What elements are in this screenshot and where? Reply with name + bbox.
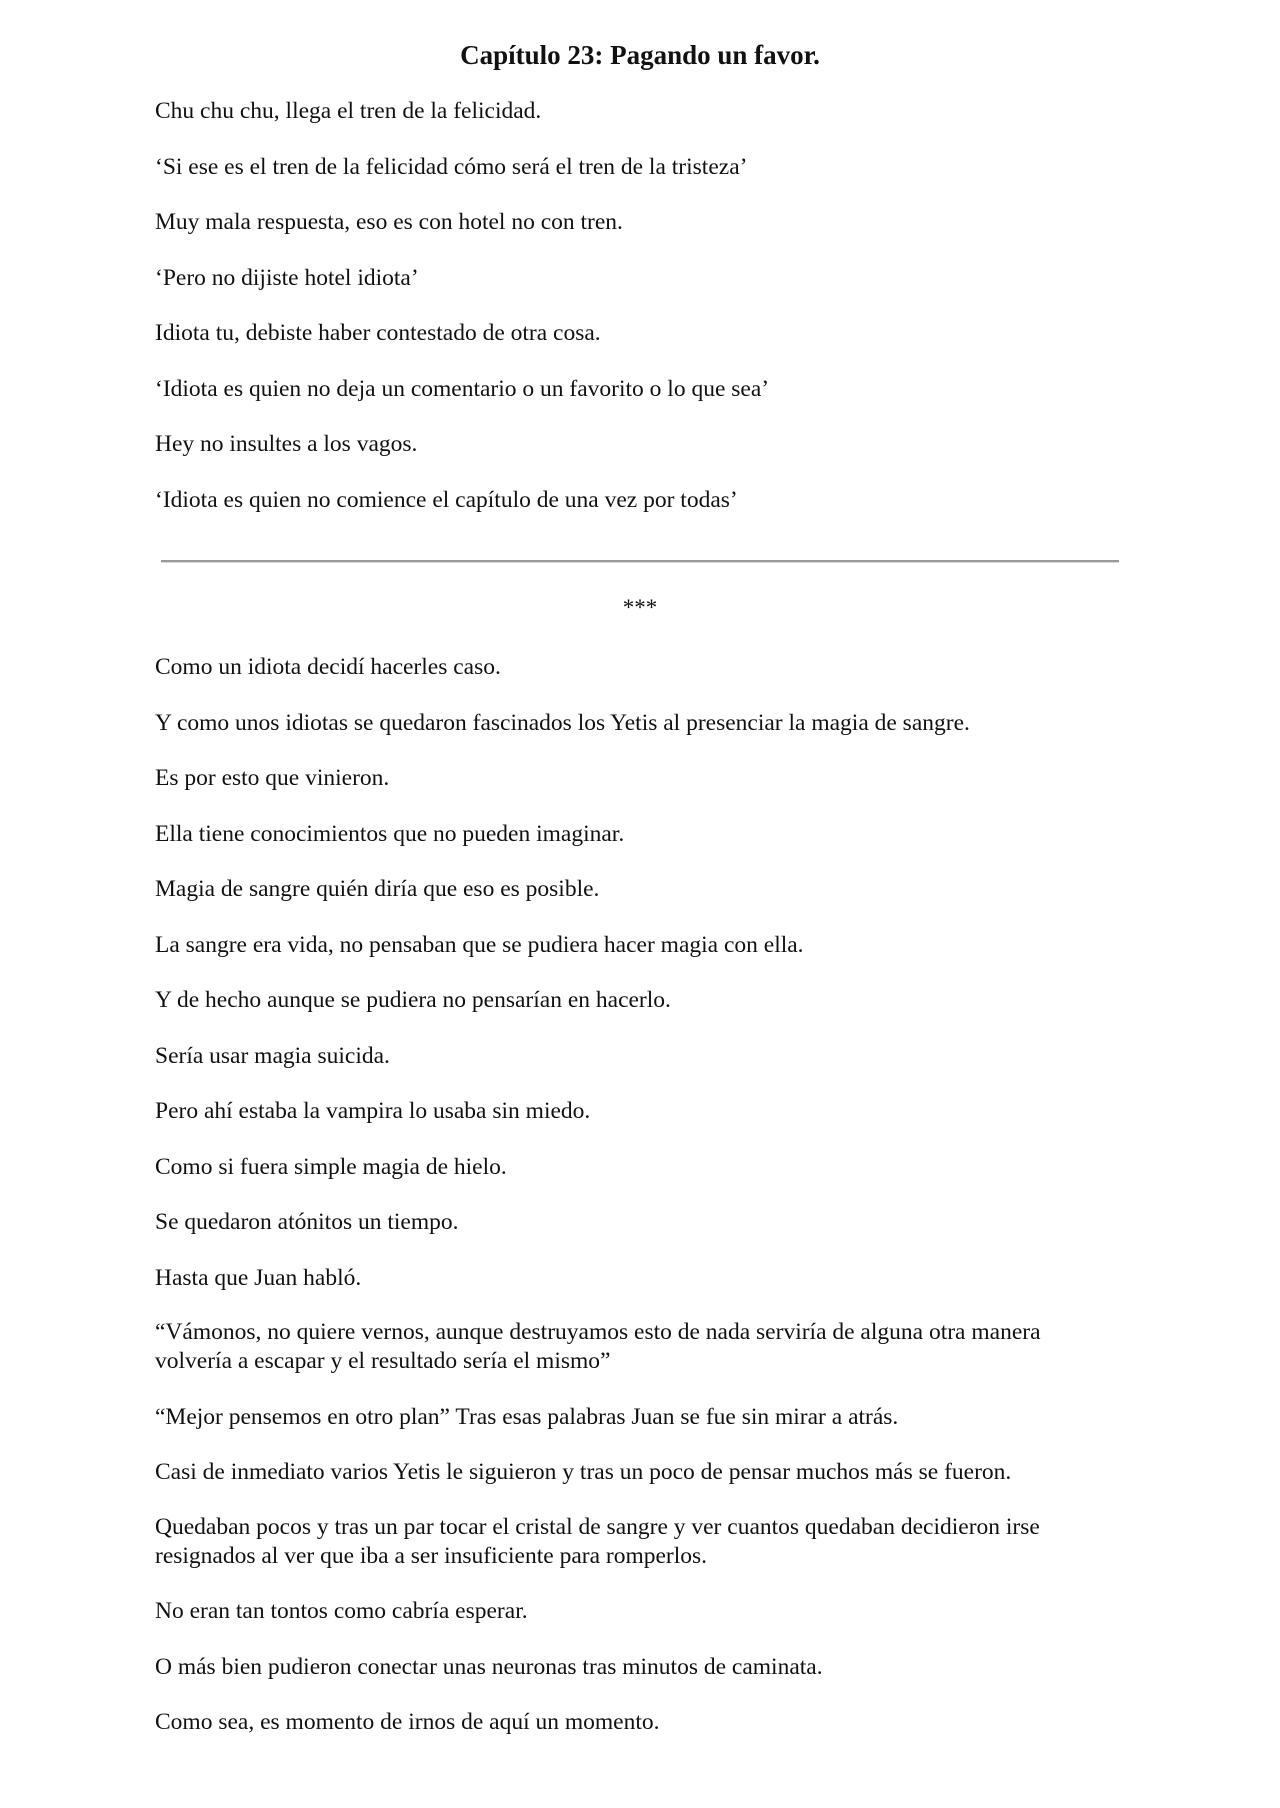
body-paragraph: Casi de inmediato varios Yetis le siguieron y tras un poco de pensar muchos más se fueron. (155, 1459, 1012, 1485)
body-paragraph: O más bien pudieron conectar unas neuronas tras minutos de caminata. (155, 1653, 823, 1680)
intro-paragraph: Muy mala respuesta, eso es con hotel no con tren. (155, 209, 623, 235)
intro-paragraph: ‘Idiota es quien no comience el capítulo de una vez por todas’ (155, 486, 738, 513)
body-paragraph: Hasta que Juan habló. (155, 1264, 362, 1291)
body-paragraph: Magia de sangre quién diría que eso es posible. (155, 876, 600, 902)
horizontal-divider (161, 560, 1119, 563)
body-paragraph: Como un idiota decidí hacerles caso. (155, 654, 501, 680)
body-paragraph: Y de hecho aunque se pudiera no pensarían en hacerlo. (155, 987, 671, 1013)
body-paragraph: Y como unos idiotas se quedaron fascinados los Yetis al presenciar la magia de sangre. (155, 709, 970, 736)
chapter-title: Capítulo 23: Pagando un favor. (460, 40, 820, 70)
intro-paragraph: ‘Pero no dijiste hotel idiota’ (155, 264, 419, 291)
scene-break: *** (622, 595, 658, 620)
body-paragraph: “Vámonos, no quiere vernos, aunque destruyamos esto de nada serviría de alguna otra manera volvería a escapar y el resultado sería el mismo” (155, 1319, 1041, 1374)
body-paragraph: Pero ahí estaba la vampira lo usaba sin miedo. (155, 1098, 591, 1124)
intro-section (155, 96, 1115, 540)
intro-paragraph: Hey no insultes a los vagos. (155, 431, 418, 457)
body-paragraph: “Mejor pensemos en otro plan” Tras esas palabras Juan se fue sin mirar a atrás. (155, 1403, 899, 1430)
body-section (155, 652, 1115, 1763)
body-paragraph: Como sea, es momento de irnos de aquí un momento. (155, 1709, 660, 1735)
body-paragraph: Como si fuera simple magia de hielo. (155, 1153, 507, 1180)
body-paragraph: Ella tiene conocimientos que no pueden imaginar. (155, 820, 625, 847)
body-paragraph: Sería usar magia suicida. (155, 1042, 390, 1069)
body-paragraph: Es por esto que vinieron. (155, 765, 390, 791)
body-paragraph: Se quedaron atónitos un tiempo. (155, 1209, 459, 1235)
intro-paragraph: Idiota tu, debiste haber contestado de otra cosa. (155, 320, 601, 346)
intro-paragraph: ‘Si ese es el tren de la felicidad cómo será el tren de la tristeza’ (155, 153, 748, 180)
body-paragraph: La sangre era vida, no pensaban que se pudiera hacer magia con ella. (155, 931, 804, 958)
body-paragraph: No eran tan tontos como cabría esperar. (155, 1598, 528, 1624)
intro-paragraph: ‘Idiota es quien no deja un comentario o un favorito o lo que sea’ (155, 375, 770, 402)
body-paragraph: Quedaban pocos y tras un par tocar el cristal de sangre y ver cuantos quedaban decidieron irse resignados al ver que iba a ser insuficiente para romperlos. (155, 1513, 1040, 1569)
intro-paragraph: Chu chu chu, llega el tren de la felicidad. (155, 98, 542, 124)
